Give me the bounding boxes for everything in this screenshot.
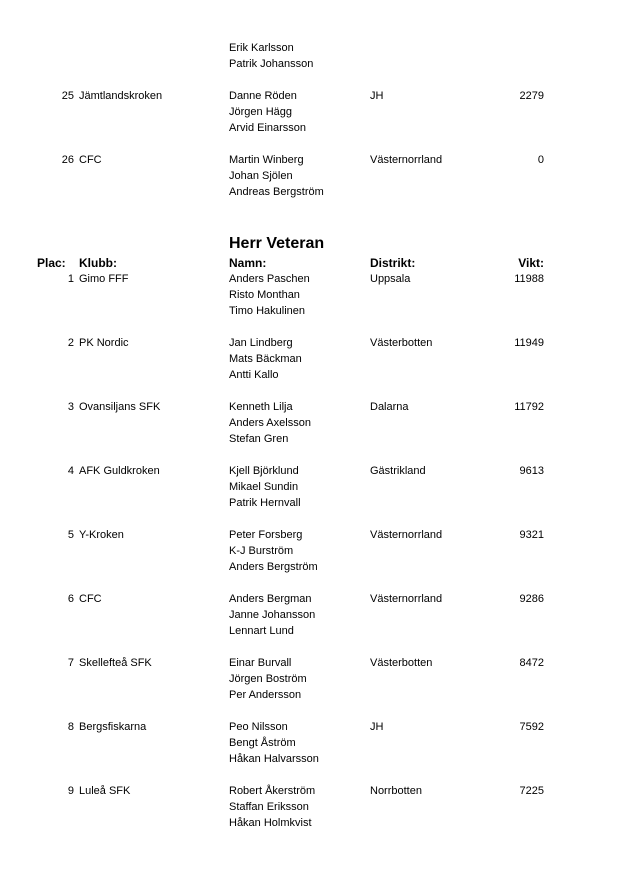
placement: 7 (67, 657, 74, 669)
district: Dalarna (370, 401, 409, 413)
placement: 2 (67, 337, 74, 349)
weight: 0 (537, 154, 544, 166)
member-name: Arvid Einarsson (229, 122, 307, 134)
district: Västerbotten (370, 337, 433, 349)
member-name: K-J Burström (229, 545, 294, 557)
club-name: Skellefteå SFK (79, 657, 152, 669)
member-name: Jörgen Hägg (229, 106, 292, 118)
team-members (229, 783, 315, 831)
header-plac: Plac: (37, 256, 66, 270)
member-name: Staffan Eriksson (229, 801, 309, 813)
member-name: Per Andersson (229, 689, 302, 701)
club-name: Ovansiljans SFK (79, 401, 161, 413)
member-name: Anders Paschen (229, 273, 310, 285)
weight: 9321 (519, 529, 544, 541)
member-name: Patrik Johansson (229, 58, 314, 70)
club-name: Luleå SFK (79, 785, 131, 797)
team-members (229, 88, 306, 136)
member-name: Peter Forsberg (229, 529, 303, 541)
placement: 1 (67, 273, 74, 285)
member-name: Håkan Holmkvist (229, 817, 312, 829)
district: JH (370, 90, 384, 102)
member-name: Håkan Halvarsson (229, 753, 319, 765)
member-name: Lennart Lund (229, 625, 294, 637)
weight: 7225 (519, 785, 544, 797)
district: JH (370, 721, 384, 733)
club-name: CFC (79, 154, 102, 166)
district: Västernorrland (370, 593, 443, 605)
member-name: Martin Winberg (229, 154, 304, 166)
weight: 11988 (514, 273, 544, 285)
member-name: Jan Lindberg (229, 337, 293, 349)
member-name: Bengt Åström (229, 737, 296, 749)
member-name: Janne Johansson (229, 609, 316, 621)
weight: 9286 (519, 593, 544, 605)
placement: 6 (67, 593, 74, 605)
member-name: Erik Karlsson (229, 42, 294, 54)
district: Uppsala (370, 273, 411, 285)
club-name: Jämtlandskroken (79, 90, 163, 102)
team-members (229, 40, 313, 72)
member-name: Kjell Björklund (229, 465, 299, 477)
header-weight: Vikt: (518, 256, 544, 270)
team-members (229, 335, 302, 383)
member-name: Antti Kallo (229, 369, 279, 381)
weight: 9613 (519, 465, 544, 477)
header-district: Distrikt: (370, 256, 416, 270)
member-name: Einar Burvall (229, 657, 292, 669)
member-name: Anders Bergman (229, 593, 312, 605)
member-name: Mats Bäckman (229, 353, 302, 365)
member-name: Patrik Hernvall (229, 497, 301, 509)
member-name: Risto Monthan (229, 289, 300, 301)
club-name: AFK Guldkroken (79, 465, 160, 477)
team-members (229, 719, 319, 767)
member-name: Anders Bergström (229, 561, 318, 573)
member-name: Anders Axelsson (229, 417, 311, 429)
member-name: Andreas Bergström (229, 186, 324, 198)
member-name: Jörgen Boström (229, 673, 307, 685)
placement: 9 (67, 785, 74, 797)
club-name: Y-Kroken (79, 529, 124, 541)
placement: 5 (67, 529, 74, 541)
club-name: PK Nordic (79, 337, 129, 349)
weight: 11792 (514, 401, 544, 413)
header-club: Klubb: (79, 256, 117, 270)
member-name: Johan Sjölen (229, 170, 293, 182)
district: Gästrikland (370, 465, 426, 477)
team-members (229, 655, 307, 703)
placement: 4 (67, 465, 74, 477)
header-names: Namn: (229, 256, 267, 270)
club-name: Gimo FFF (79, 273, 129, 285)
team-members (229, 591, 315, 639)
member-name: Kenneth Lilja (229, 401, 293, 413)
placement: 8 (67, 721, 74, 733)
member-name: Robert Åkerström (229, 785, 316, 797)
team-members (229, 152, 324, 200)
club-name: CFC (79, 593, 102, 605)
member-name: Peo Nilsson (229, 721, 288, 733)
team-members (229, 271, 310, 319)
club-name: Bergsfiskarna (79, 721, 147, 733)
member-name: Mikael Sundin (229, 481, 299, 493)
placement: 3 (67, 401, 74, 413)
placement: 25 (61, 90, 74, 102)
weight: 2279 (519, 90, 544, 102)
weight: 8472 (519, 657, 544, 669)
member-name: Danne Röden (229, 90, 297, 102)
team-members (229, 527, 318, 575)
member-name: Timo Hakulinen (229, 305, 306, 317)
member-name: Stefan Gren (229, 433, 289, 445)
district: Västernorrland (370, 154, 443, 166)
district: Västerbotten (370, 657, 433, 669)
section-title: Herr Veteran (229, 235, 325, 252)
weight: 11949 (514, 337, 544, 349)
team-members (229, 399, 311, 447)
team-members (229, 463, 301, 511)
placement: 26 (61, 154, 74, 166)
district: Norrbotten (370, 785, 422, 797)
district: Västernorrland (370, 529, 443, 541)
weight: 7592 (519, 721, 544, 733)
